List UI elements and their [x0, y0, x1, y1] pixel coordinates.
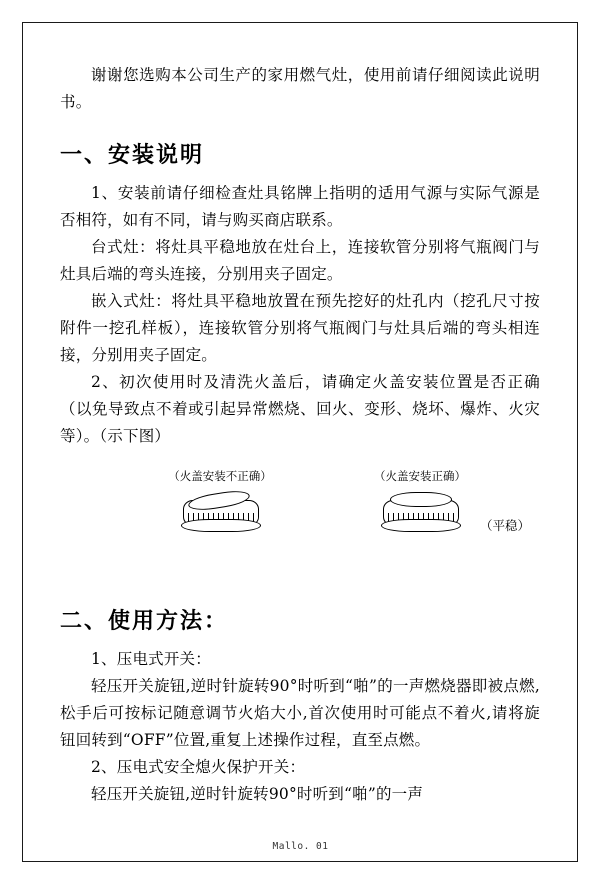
section-2-item-1: 1、压电式开关： [91, 650, 211, 668]
section-1-heading: 一、安装说明 [60, 142, 205, 168]
figure-incorrect [150, 468, 290, 532]
section-2-heading: 二、使用方法： [60, 608, 229, 634]
page-content [60, 62, 540, 808]
section-2-item-2: 轻压开关旋钮,逆时针旋转90°时听到“啪”的一声燃烧器即被点燃,松手后可按标记随意调节火焰大小,首次使用时可能点不着火,请将旋钮回转到“OFF”位置,重复上述操作过程，直至点燃。 [60, 677, 540, 749]
spacer [60, 116, 540, 124]
spacer [60, 564, 540, 590]
section-1-item-3: 嵌入式灶：将灶具平稳地放置在预先挖好的灶孔内（挖孔尺寸按附件一挖孔样板），连接软管分别将气瓶阀门与灶具后端的弯头相连接，分别用夹子固定。 [60, 292, 540, 364]
figure-correct-caption: （火盖安装正确） [374, 469, 466, 483]
intro-paragraph: 谢谢您选购本公司生产的家用燃气灶，使用前请仔细阅读此说明书。 [60, 66, 540, 111]
figure-note: （平稳） [480, 518, 531, 533]
section-2-item-4: 轻压开关旋钮,逆时针旋转90°时听到“啪”的一声 [91, 785, 424, 803]
page-footer: Mallo. 01 [272, 841, 329, 852]
section-1-item-2: 台式灶：将灶具平稳地放在灶台上，连接软管分别将气瓶阀门与灶具后端的弯头连接，分别用夹子固定。 [60, 238, 540, 283]
burner-cap [390, 492, 452, 507]
burner-cap-correct-icon [381, 492, 459, 532]
burner-cap-incorrect-icon [181, 492, 259, 532]
burner-base [381, 519, 461, 532]
burner-figure [60, 468, 540, 564]
burner-base [181, 519, 261, 532]
section-2-item-3: 2、压电式安全熄火保护开关： [91, 758, 306, 776]
section-1-item-1: 1、安装前请仔细检查灶具铭牌上指明的适用气源与实际气源是否相符，如有不同，请与购买商店联系。 [60, 184, 540, 229]
section-1-item-4: 2、初次使用时及清洗火盖后，请确定火盖安装位置是否正确（以免导致点不着或引起异常燃烧、回火、变形、烧坏、爆炸、火灾等）。（示下图） [60, 373, 540, 445]
figure-correct [350, 468, 490, 532]
figure-incorrect-caption: （火盖安装不正确） [168, 469, 272, 483]
